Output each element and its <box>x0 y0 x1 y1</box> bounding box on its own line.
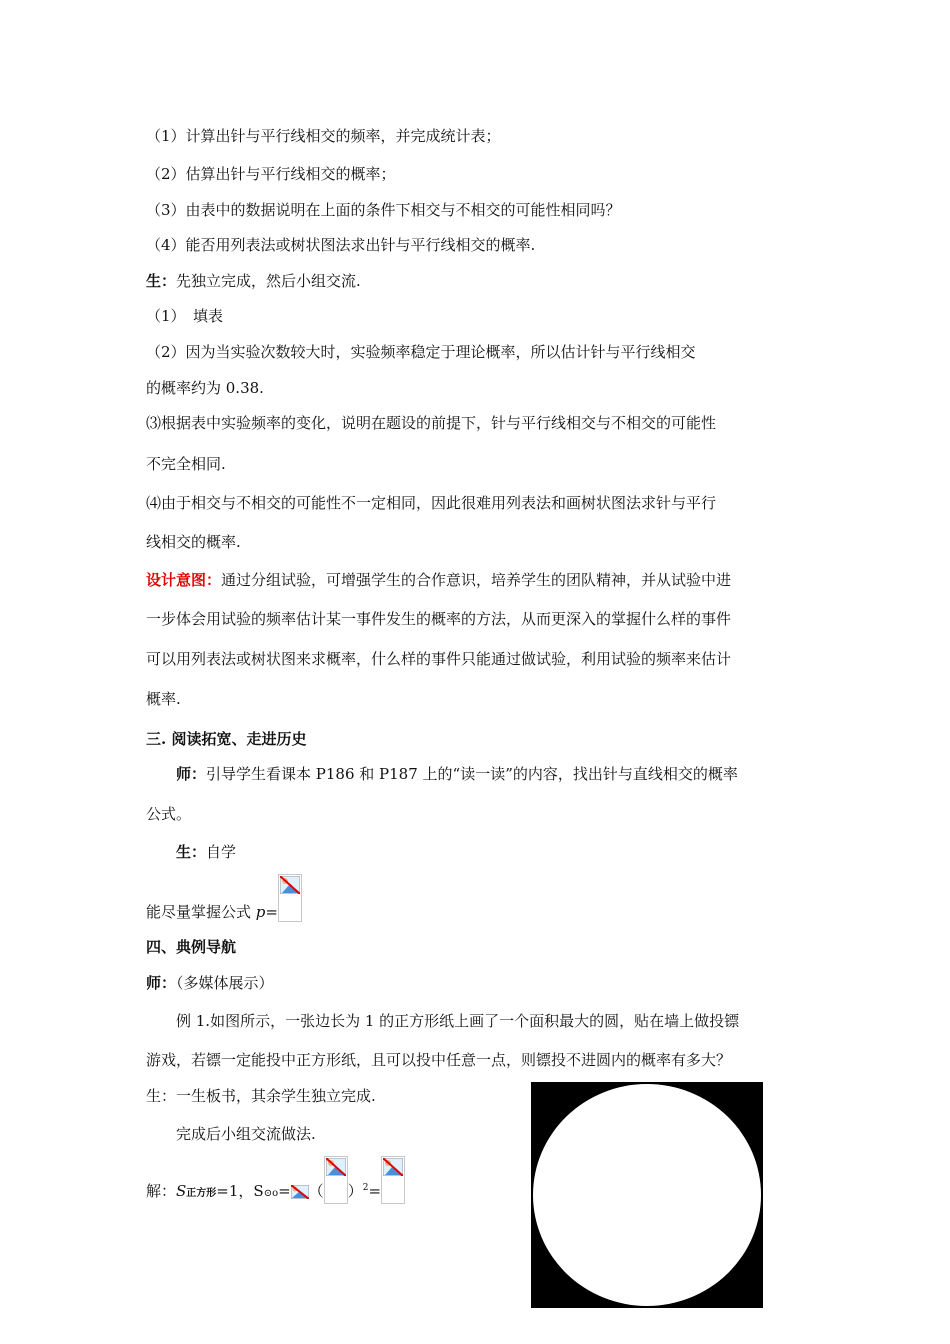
inscribed-circle <box>533 1084 761 1306</box>
solution-eq1: =1，S <box>216 1182 264 1200</box>
solution-square-sub: 正方形 <box>186 1188 217 1199</box>
teacher-label: 师： <box>176 765 207 783</box>
example-line-2: 游戏，若镖一定能投中正方形纸，且可以投中任意一点，则镖投不进圆内的概率有多大？ <box>146 1051 732 1069</box>
teacher-text-1: 引导学生看课本 P186 和 P187 上的“读一读”的内容，找出针与直线相交的概率 <box>206 765 738 783</box>
example-line-1: 例 1.如图所示，一张边长为 1 的正方形纸上画了一个面积最大的圆，贴在墙上做投镖 <box>176 1012 740 1030</box>
design-intent-line-2: 一步体会用试验的频率估计某一事件发生的概率的方法，从而更深入的掌握什么样的事件 <box>146 610 732 628</box>
student-intro-text: 先独立完成，然后小组交流. <box>176 272 361 290</box>
question-2: （2）估算出针与平行线相交的概率； <box>146 165 396 183</box>
student-intro <box>146 271 361 291</box>
section-4-heading: 四、典例导航 <box>146 938 237 956</box>
solution-paren-close: ） <box>347 1182 363 1200</box>
answer-4-line-2: 线相交的概率. <box>146 533 241 551</box>
formula-eq: = <box>265 903 278 921</box>
broken-image-icon <box>381 1156 405 1204</box>
solution-circle-sub: ⊙o <box>263 1188 279 1199</box>
answer-3-line-1: ⑶根据表中实验频率的变化，说明在题设的前提下，针与平行线相交与不相交的可能性 <box>146 414 717 432</box>
answer-2-line-1: （2）因为当实验次数较大时，实验频率稳定于理论概率，所以估计针与平行线相交 <box>146 343 696 361</box>
solution-eq3: = <box>368 1182 382 1200</box>
solution-paren-open: （ <box>308 1182 324 1200</box>
section-4-teacher-line <box>146 973 274 993</box>
answer-2-line-2: 的概率约为 0.38. <box>146 379 264 397</box>
question-1: （1）计算出针与平行线相交的频率，并完成统计表； <box>146 127 501 145</box>
solution-prefix: 解： <box>146 1182 177 1200</box>
student-label-2: 生： <box>176 843 207 861</box>
solution-s: S <box>176 1182 187 1200</box>
answer-3-line-2: 不完全相同. <box>146 455 226 473</box>
student-board-line: 生：一生板书，其余学生独立完成. <box>146 1087 376 1105</box>
design-intent-line-1 <box>146 570 731 590</box>
solution-eq2: = <box>278 1182 291 1200</box>
broken-image-icon <box>324 1156 348 1204</box>
answer-4-line-1: ⑷由于相交与不相交的可能性不一定相同，因此很难用列表法和画树状图法求针与平行 <box>146 494 717 512</box>
design-intent-label: 设计意图： <box>146 571 222 589</box>
teacher-multimedia: （多媒体展示） <box>176 974 274 992</box>
section-3-student-line <box>176 842 236 862</box>
section-3-teacher-line-2: 公式。 <box>146 805 192 823</box>
formula-var: p <box>255 903 266 921</box>
section-3-teacher-line-1 <box>176 764 738 784</box>
design-intent-line-3: 可以用列表法或树状图来求概率，什么样的事件只能通过做试验，利用试验的频率来估计 <box>146 650 732 668</box>
group-exchange-line: 完成后小组交流做法. <box>176 1125 316 1143</box>
formula-line <box>146 874 302 922</box>
student-label: 生： <box>146 272 177 290</box>
broken-image-icon <box>278 874 302 922</box>
teacher-label-2: 师： <box>146 974 177 992</box>
solution-sup: 2 <box>362 1183 369 1193</box>
broken-image-icon <box>291 1185 309 1199</box>
question-4: （4）能否用列表法或树状图法求出针与平行线相交的概率. <box>146 236 536 254</box>
section-3-heading: 三. 阅读拓宽、走进历史 <box>146 730 307 748</box>
student-self-study: 自学 <box>206 843 237 861</box>
solution-line <box>146 1156 405 1204</box>
answer-1: （1） 填表 <box>146 307 224 325</box>
design-intent-line-4: 概率. <box>146 690 181 708</box>
square-with-circle-figure <box>531 1082 763 1308</box>
design-intent-text-1: 通过分组试验，可增强学生的合作意识，培养学生的团队精神，并从试验中进 <box>221 571 732 589</box>
formula-prefix: 能尽量掌握公式 <box>146 903 256 921</box>
question-3: （3）由表中的数据说明在上面的条件下相交与不相交的可能性相同吗？ <box>146 201 621 219</box>
